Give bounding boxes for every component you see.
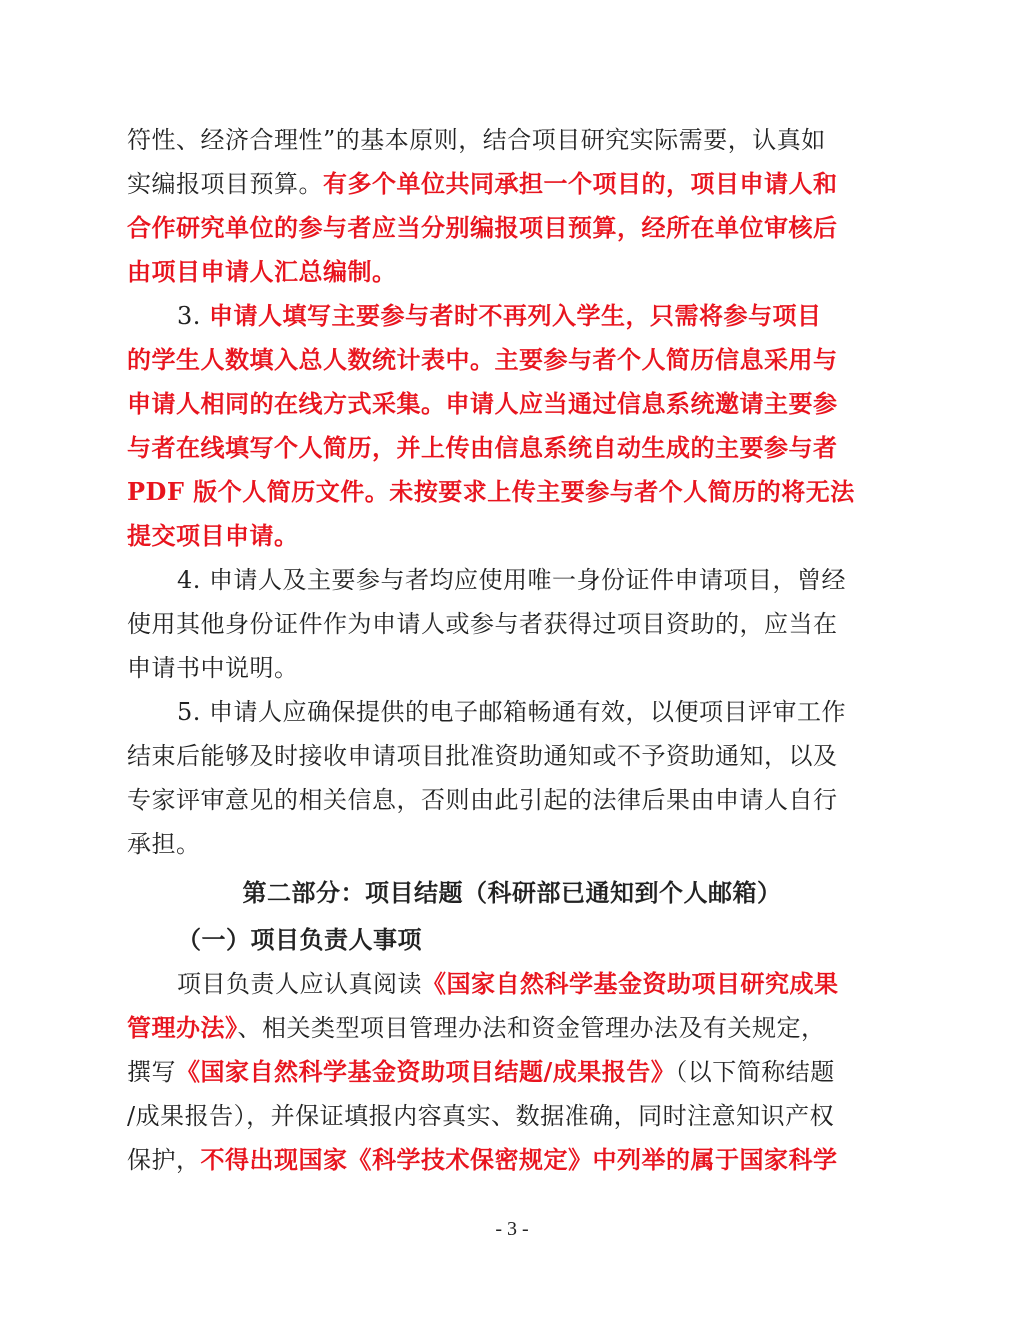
paragraph-5-line-2 bbox=[127, 734, 897, 778]
text-run: 4. 申请人及主要参与者均应使用唯一身份证件申请项目，曾经 bbox=[177, 566, 847, 594]
emphasis-text: 合作研究单位的参与者应当分别编报项目预算，经所在单位审核后 bbox=[127, 213, 838, 242]
paragraph-6-line-2 bbox=[127, 1006, 897, 1050]
paragraph-4-line-2 bbox=[127, 602, 897, 646]
paragraph-3-line-6 bbox=[127, 514, 897, 558]
paragraph-6-line-4 bbox=[127, 1094, 897, 1138]
text-run: 申请书中说明。 bbox=[127, 654, 299, 682]
emphasis-text: 与者在线填写个人简历，并上传由信息系统自动生成的主要参与者 bbox=[127, 433, 838, 462]
emphasis-text: 管理办法》 bbox=[127, 1013, 238, 1042]
paragraph-3-line-4 bbox=[127, 426, 897, 470]
paragraph-6-line-3 bbox=[127, 1050, 897, 1094]
paragraph-budget-line-3 bbox=[127, 206, 897, 250]
paragraph-budget-line-1 bbox=[127, 118, 897, 162]
text-run: 实编报项目预算。 bbox=[127, 170, 323, 198]
text-run: 保护， bbox=[127, 1146, 201, 1174]
text-run: 符性、经济合理性”的基本原则，结合项目研究实际需要，认真如 bbox=[127, 126, 826, 154]
text-run: 项目负责人应认真阅读 bbox=[177, 970, 422, 998]
paragraph-3-line-5 bbox=[127, 470, 897, 514]
page-number: - 3 - bbox=[495, 1218, 529, 1240]
paragraph-3-line-1 bbox=[127, 294, 897, 338]
text-run: （以下简称结题 bbox=[675, 1058, 835, 1086]
emphasis-text: 《国家自然科学基金资助项目结题/成果报告》 bbox=[176, 1057, 676, 1086]
paragraph-6-line-5 bbox=[127, 1138, 897, 1182]
emphasis-text: 的学生人数填入总人数统计表中。主要参与者个人简历信息采用与 bbox=[127, 345, 838, 374]
subsection-heading bbox=[127, 918, 897, 962]
paragraph-4-line-3 bbox=[127, 646, 897, 690]
text-run: 结束后能够及时接收申请项目批准资助通知或不予资助通知，以及 bbox=[127, 742, 838, 770]
text-run: 使用其他身份证件作为申请人或参与者获得过项目资助的，应当在 bbox=[127, 610, 838, 638]
section-heading: 第二部分：项目结题（科研部已通知到个人邮箱） bbox=[242, 878, 782, 907]
emphasis-text: 《国家自然科学基金资助项目研究成果 bbox=[422, 969, 839, 998]
paragraph-budget-line-4 bbox=[127, 250, 897, 294]
emphasis-text: 提交项目申请。 bbox=[127, 521, 299, 550]
emphasis-text: 不得出现国家《科学技术保密规定》中列举的属于国家科学 bbox=[200, 1145, 838, 1174]
emphasis-text: 申请人相同的在线方式采集。申请人应当通过信息系统邀请主要参 bbox=[127, 389, 838, 418]
emphasis-text: 有多个单位共同承担一个项目的，项目申请人和 bbox=[323, 169, 838, 198]
text-run: 撰写 bbox=[127, 1058, 176, 1086]
text-run: 承担。 bbox=[127, 830, 201, 858]
text-run: 、相关类型项目管理办法和资金管理办法及有关规定， bbox=[237, 1014, 826, 1042]
emphasis-text: 申请人填写主要参与者时不再列入学生，只需将参与项目 bbox=[209, 301, 822, 330]
document-body bbox=[127, 118, 897, 1182]
paragraph-5-line-3 bbox=[127, 778, 897, 822]
paragraph-4-line-1 bbox=[127, 558, 897, 602]
subsection-heading-text: （一）项目负责人事项 bbox=[177, 925, 422, 954]
paragraph-budget-line-2 bbox=[127, 162, 897, 206]
emphasis-text: 由项目申请人汇总编制。 bbox=[127, 257, 397, 286]
paragraph-6-line-1 bbox=[127, 962, 897, 1006]
emphasis-text: PDF 版个人简历文件。未按要求上传主要参与者个人简历的将无法 bbox=[127, 477, 855, 506]
paragraph-3-line-3 bbox=[127, 382, 897, 426]
item-number: 3. bbox=[177, 302, 210, 330]
text-run: 5. 申请人应确保提供的电子邮箱畅通有效，以便项目评审工作 bbox=[177, 698, 847, 726]
paragraph-5-line-1 bbox=[127, 690, 897, 734]
paragraph-3-line-2 bbox=[127, 338, 897, 382]
text-run: 专家评审意见的相关信息，否则由此引起的法律后果由申请人自行 bbox=[127, 786, 838, 814]
paragraph-5-line-4 bbox=[127, 822, 897, 866]
text-run: /成果报告），并保证填报内容真实、数据准确，同时注意知识产权 bbox=[127, 1102, 835, 1130]
